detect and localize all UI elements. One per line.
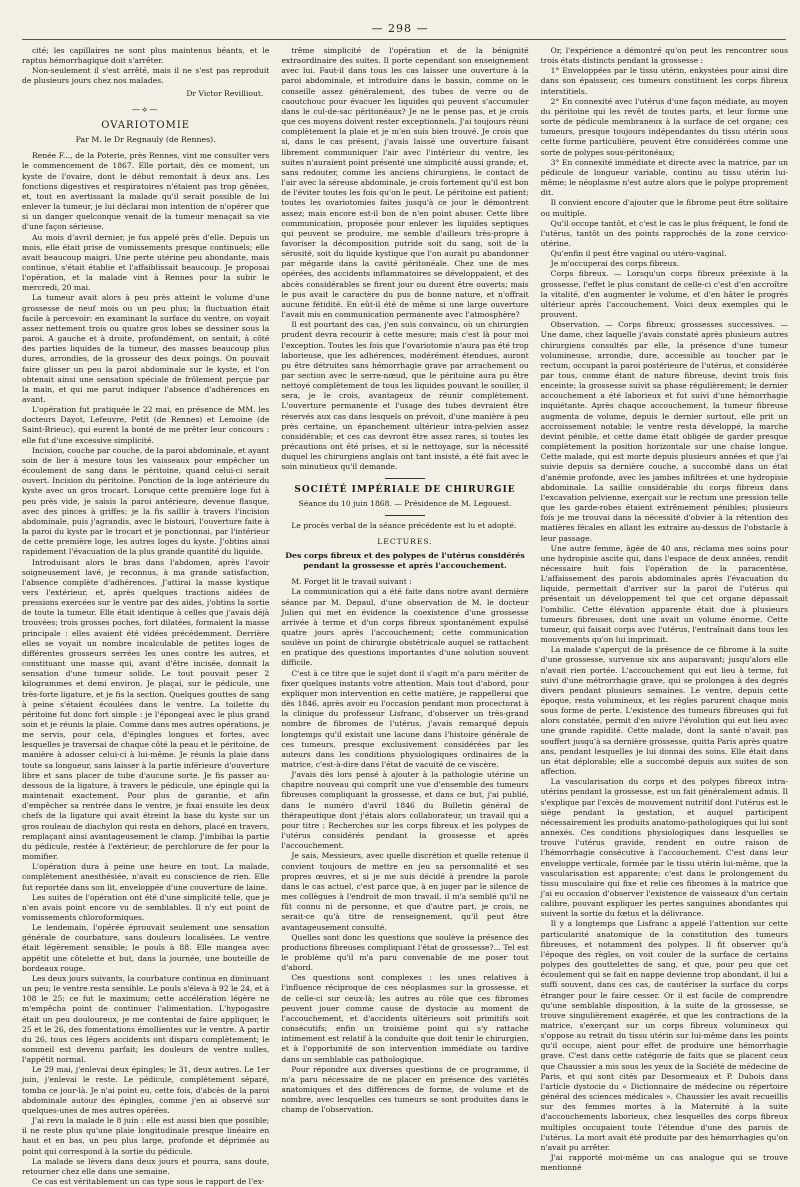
paragraph: Renée F..., de la Poterie, près Rennes, vint me consulter vers le commencement de 1867. Elle portait, dès ce moment, un kyste de l'ovaire, dont le début remontait à deux ans. Les fonctions digestives et respiratoires n'étaient pas trop gênées, et, tout en avertissant la malade qu'il serait possible de lui enlever la tumeur, je lui déclarai mon intention de n'opérer que si un danger quelconque venait de la tumeur menaçait sa vie d'une façon sérieuse. <box>22 151 270 232</box>
observation-paragraph: Observation. — Corps fibreux; grossesses successives. — Une dame, chez laquelle j'avais constaté après plusieurs autres chirurgiens consultés par elle, la présence d'une tumeur volumineuse, arrondie, dure, accessible au toucher par le rectum, occupant la paroi postérieure de l'utérus, et considérée par tous, comme étant de nature fibreuse, devint trois fois enceinte; la grossesse suivit sa phase régulièrement; le dernier accouchement a été laborieux et fut suivi d'une hémorrhagie inquiétante. Après chaque accouchement, la tumeur fibreuse augmenta de volume, depuis le dernier surtout, elle prit un accroissement notable; le ventre resta développé, la marche devint pénible, et cette dame était obligée de garder presque complètement la position horizontale sur une chaise longue. Cette malade, qui est morte depuis plusieurs années et que j'ai suivie depuis sa dernière couche, a succombé dans un état d'anémie profonde, avec les jambes infiltrées et une hydropisie abdominale. La saillie considérable du corps fibreux dans l'excavation pelvienne, exerçait sur le rectum une pression telle que les garde-robes étaient extrêmement pénibles; plusieurs fois je me trouvai dans la nécessité d'obvier à la rétention des matières fécales en allant les extraire au-dessus de l'obstacle à leur passage. <box>540 320 788 543</box>
session-line: Séance du 10 juin 1868. — Présidence de M. Legouest. <box>298 498 512 508</box>
paragraph: La malade se lèvera dans deux jours et pourra, sans doute, retourner chez elle dans une semaine. <box>22 1156 270 1176</box>
page-number: — 298 — <box>371 22 429 35</box>
paragraph: Le lendemain, l'opérée éprouvait seulement une sensation générale de courbature, sans douleurs localisées. Le ventre était légèrement sensible; le pouls à 88. Elle mangea avec appétit une côtelette et but, dans la journée, une bouteille de bordeaux rouge. <box>22 923 270 973</box>
section-divider-2 <box>385 515 425 516</box>
paragraph: J'ai rapporté moi-même un cas analogue qui se trouve mentionné <box>540 1153 788 1173</box>
paragraph: Une autre femme, âgée de 40 ans, réclama mes soins pour une hydropisie ascite qui, dans l'espace de deux années, rendit nécessaire huit fois l'opération de la paracentèse. L'affaissement des parois abdominales après l'évacuation du liquide, permettait d'arriver sur la paroi de l'utérus qui présentait un développement tel que cet organe dépassait l'ombilic. Cette élévation apparente était due à plusieurs tumeurs fibreuses, dont une avait un volume énorme. Cette tumeur, qui faisait corps avec l'utérus, l'entraînait dans tous les mouvements qu'on lui imprimait. <box>540 543 788 645</box>
paragraph: La communication qui a été faite dans notre avant dernière séance par M. Depaul, d'une observation de M. le docteur Julien qui met en évidence la coexistence d'une grossesse arrivée à terme et d'un corps fibreux spontanément expulsé quatre jours après l'accouchement; cette communication soulève un point de chirurgie obstétricale auquel se rattachent en pratique des questions importantes d'une solution souvent difficile. <box>281 587 529 668</box>
paragraph: 1° Enveloppées par le tissu utérin, enkystées pour ainsi dire dans son épaisseur, ces tumeurs constituent les corps fibreux interstitiels. <box>540 66 788 96</box>
columns <box>22 46 788 1187</box>
column-2 <box>281 46 528 1175</box>
paragraph: Il est pourtant des cas, j'en suis convaincu, où un chirurgien prudent devra recourir à cette mesure; mais c'est là pour moi l'exception. Toutes les fois que l'ovariotomie n'aura pas été trop laborieuse, que les adhérences, modérément étendues, auront pu être détruites sans hémorrhagie grave par arrachement ou par section avec le serre-nœud, que le péritoine aura pu être nettoyé complètement de tous les liquides pouvant le souiller, il sera, je le crois, avantageux de réunir complètement. L'ouverture permanente et l'usage des tubes devraient être réservés aux cas dans lesquels on prévoit, d'une manière à peu près certaine, un épanchement ultérieur intra-pelvien assez considérable; et ces cas devront être assez rares, si toutes les précautions ont été prises, et si le nettoyage, sur la nécessité duquel les chirurgiens anglais ont tant insisté, a été fait avec le soin minutieux qu'il demande. <box>281 320 529 472</box>
paragraph: Il y a longtemps que Lisfranc a appelé l'attention sur cette particularité anatomique de la constitution des tumeurs fibreuses, et notamment des polypes. Il fit observer qu'à l'époque des règles, on voit couler de la surface de certains polypes des gouttelettes de sang, et que, pour peu que cet écoulement qui se fait en nappe devienne trop abondant, il lui a suffi souvent, dans ces cas, de cautériser la surface du corps étranger pour le faire cesser. Or il est facile de comprendre qu'une semblable disposition, à la suite de la grossesse, se trouve singulièrement exagérée, et que les contractions de la matrice, s'exerçant sur un corps fibreux volumineux qui s'oppose au retrait du tissu utérin sur lui-même dans les points qu'il occupe, aient pour effet de produire une hémorrhagie grave. C'est dans cette catégorie de faits que se placent ceux que Chaussier a mis sous les yeux de la Société de médecine de Paris, et qui sont cités par Desormeaux et P. Dubois dans l'article dystocie du « Dictionnaire de médecine ou répertoire général des sciences médicales ». Chaussier les avait recueillis sur des femmes mortes à la Maternité à la suite d'accouchements laborieux, chez lesquelles des corps fibreux multiples occupaient toute l'étendue d'une des parois de l'utérus. La mort avait été produite par des hémorrhagies qu'on n'avait pu arrêter. <box>540 919 788 1152</box>
paragraph: Pour répondre aux diverses questions de ce programme, il m'a paru nécessaire de ne placer en présence des variétés anatomiques et des différences de forme, de volume et de nombre, avec lesquelles ces tumeurs se sont produites dans le champ de l'observation. <box>281 1064 529 1115</box>
paragraph: Au mois d'avril dernier, je fus appelé près d'elle. Depuis un mois, elle était prise de vomissements presque continuels; elle avait beaucoup maigri. Une perte utérine peu abondante, mais continue, s'était établie et l'affaiblissait beaucoup. Je proposai l'opération, et la malade vint à Rennes pour la subir le mercredi, 20 mai. <box>22 232 270 293</box>
paragraph: 3° En connexité immédiate et directe avec la matrice, par un pédicule de longueur variable, continu au tissu utérin lui-même; le néoplasme n'est autre alors que le polype proprement dit. <box>540 157 788 198</box>
article-body <box>22 151 269 1187</box>
paragraph: L'opération dura à peine une heure en tout. La malade, complètement anesthésiée, n'avait eu conscience de rien. Elle fut reportée dans son lit, enveloppée d'une couverture de laine. <box>22 862 270 892</box>
paragraph: trême simplicité de l'opération et de la bénignité extraordinaire des suites. Il porte cependant son enseignement avec lui. Faut-il dans tous les cas laisser une ouverture à la paroi abdominale, et introduire dans le bassin, comme on le conseille assez généralement, des tubes de verre ou de caoutchouc pour évacuer les liquides qui peuvent s'accumuler dans le cul-de-sac péritonéaux? Je ne le pense pas, et je crois que ces moyens doivent rester exceptionnels. J'ai toujours réuni complètement la plaie et je m'en suis bien trouvé. Je crois que si, dans le cas présent, j'avais laissé une ouverture faisant librement communiquer l'air avec l'intérieur du ventre, les suites n'auraient point présenté une simplicité aussi grande; et, sans redouter, comme les anciens chirurgiens, le contact de l'air avec la séreuse abdominale, je crois fortement qu'il est bon de l'éviter toutes les fois qu'on le peut. Le péritoine est patient; toutes les ovariotomies faites jusqu'à ce jour le démontrent assez; mais encore est-il bon de n'en point abuser. Cette libre communication, proposée pour enlever les liquides septiques qui peuvent se produire, me semble d'ailleurs très-propre à favoriser la décomposition putride soit du sang, soit de la sérosité, soit du liquide kystique que l'on aurait pu abandonner par mégarde dans la cavité péritonéale. Chez une de mes opérées, des accidents inflammatoires se développaient, et des abcès considérables se firent jour ou durent être ouverts; mais le pus avait le caractère du pus de bonne nature, et n'offrait aucune fétidité. En eût-il été de même si une large ouverture l'avait mis en communication permanente avec l'atmosphère? <box>281 46 529 320</box>
reading-continuation-2 <box>541 544 788 1174</box>
intro-paragraph-2: Non-seulement il s'est arrêté, mais il ne s'est pas reproduit de plusieurs jours chez nos malades. <box>22 66 270 86</box>
paragraph: Qu'enfin il peut être vaginal ou utéro-vaginal. <box>550 249 727 259</box>
ornament-divider: —⟡— <box>132 104 160 114</box>
reading-continuation <box>541 46 788 269</box>
column-3 <box>541 46 788 1175</box>
reading-title: Des corps fibreux et des polypes de l'utérus considérés pendant la grossesse et après l'accouchement. <box>285 551 525 571</box>
paragraph: L'opération fut pratiquée le 22 mai, en présence de MM. les docteurs Dayot, Lefeuvre, Petit (de Rennes) et Lemoine (de Saint-Brieuc), qui eurent la bonté de me prêter leur concours : elle fut d'une excessive simplicité. <box>22 405 270 445</box>
paragraph: C'est à ce titre que le sujet dont il s'agit m'a paru mériter de fixer quelques instants votre attention. Mais tout d'abord, pour expliquer mon intervention en cette matière, je rappellerai que dès 1846, après avoir eu l'occasion pendant mon procectorat à la clinique du professeur Lisfranc, d'observer un très-grand nombre de fibromes de l'utérus, j'avais remarqué depuis longtemps qu'il existait une lacune dans l'histoire générale de ces tumeurs, presque exclusivement considérées par les auteurs dans les conditions physiologiques ordinaires de la matrice, c'est-à-dire dans l'état de vacuité de ce viscère. <box>281 668 529 769</box>
paragraph: Je sais, Messieurs, avec quelle discrétion et quelle retenue il convient toujours de mettre en jeu sa personnalité et ses propres œuvres, et si je me suis décidé à prendre la parole dans le cas actuel, c'est parce que, à en juger par le silence de mes collègues à l'endroit de mon travail, il m'a semblé qu'il ne fût connu ni de personne, et que d'autre part, je crois, ne serait-ce qu'à titre de renseignement, qu'il peut être avantageusement consulté. <box>281 851 529 932</box>
readings-heading: LECTURES. <box>377 537 433 547</box>
article-title: OVARIOTOMIE <box>101 119 191 131</box>
paragraph: Les suites de l'opération ont été d'une simplicité telle, que je n'en avais point encore vu de semblables. Il n'y eut point de vomissements chloroformiques. <box>22 892 270 922</box>
paragraph: Qu'il occupe tantôt, et c'est le cas le plus fréquent, le fond de l'utérus, tantôt un des points rapprochés de la zone cervico-utérine. <box>540 218 788 248</box>
column-1 <box>22 46 270 1187</box>
paragraph: 2° En connexité avec l'utérus d'une façon médiate, au moyen du péritoine qui les revêt de toutes parts, et leur forme une sorte de pédicule membraneux à la surface de cet organe; ces tumeurs, presque toujours indépendantes du tissu utérin sous cette forme particulière, peuvent être considérées comme une sorte de polypes sous-péritonéaux; <box>540 96 788 157</box>
paragraph: Ces questions sont complexes : les unes relatives à l'influence réciproque de ces néoplasmes sur la grossesse, et de celle-ci sur ceux-là; les autres au rôle que ces fibromes peuvent jouer comme cause de dystocie au moment de l'accouchement, et d'accidents ultérieurs soit primitifs soit consécutifs; enfin un troisième point qui s'y rattache intimement est relatif à la conduite que doit tenir le chirurgien, et à l'opportunité de son intervention immédiate ou tardive dans un semblable cas pathologique. <box>281 973 529 1064</box>
paragraph: La tumeur avait alors à peu près atteint le volume d'une grossesse de neuf mois ou un peu plus; la fluctuation était facile à percevoir: en examinant la surface du ventre, on voyait assez nettement trois ou quatre gros lobes se dessiner sous la paroi. A gauche et à droite, profondément, on sentait, à côté des parties liquides de la tumeur, des masses beaucoup plus dures, arrondies, de la grosseur des deux poings. On pouvait faire glisser un peu la paroi abdominale sur le kyste, et l'on obtenait ainsi une sensation spéciale de frôlement perçue par la main, et qui me parut indiquer l'absence d'adhérences en avant. <box>22 293 270 404</box>
paragraph: J'ai revu la malade le 8 juin : elle est aussi bien que possible; il ne reste plus qu'une plaie longitudinale presque linéaire en haut et en bas, un peu plus large, profonde et déprimée au point qui correspond à la sortie du pédicule. <box>22 1116 270 1156</box>
paragraph: Il convient encore d'ajouter que le fibrome peut être solitaire ou multiple. <box>540 198 788 218</box>
reading-body <box>281 577 528 1115</box>
article-continuation <box>281 46 528 473</box>
paragraph: La malade s'aperçut de la présence de ce fibrome à la suite d'une grossesse, survenue six ans auparavant; jusqu'alors elle n'avait rien portée. L'accouchement qui eut lieu à terme, fut suivi d'une métrorrhagie grave, qui se prolongea à des degrés divers pendant plusieurs semaines. Le ventre, depuis cette époque, resta volumineux, et les règles parurent chaque mois sous forme de perte. L'existence des tumeurs fibreuses qui fut alors constatée, permit d'en suivre l'évolution qui eut lieu avec une grande rapidité. Cette malade, dont la santé n'avait pas souffert jusqu'à sa dernière grossesse, quitta Paris après quatre ans, pendant lesquelles je lui donnai des soins. Elle était dans un état déplorable; elle a succombé depuis aux suites de son affection. <box>540 645 788 777</box>
paragraph: Incision, couche par couche, de la paroi abdominale, et ayant soin de lier à mesure tous les vaisseaux pour empêcher un écoulement de sang dans le péritoine, quand celui-ci serait ouvert. Incision du péritoine. Ponction de la loge antérieure du kyste avec un gros trocart. Lorsque cette première loge fut à peu près vide, je saisis la paroi antérieure, devenue flasque, avec des pinces à griffes; je la fis saillir à travers l'incision abdominale, puis j'agrandis, avec le bistouri, l'ouverture faite à la paroi du kyste par le trocart et je ponctionnai, par l'intérieur de cette première loge, les autres loges du kyste. J'obtins ainsi rapidement l'évacuation de la plus grande quantité du liquide. <box>22 445 270 557</box>
paragraph: Le 29 mai, j'enlevai deux épingles; le 31, deux autres. Le 1er juin, j'enlevai le reste. Le pédicule, complètement séparé, tomba ce jour-là. Je n'ai point eu, cette fois, d'abcès de la paroi abdominale autour des épingles, comme j'en ai observé sur quelques-unes de mes autres opérées. <box>22 1065 270 1115</box>
intro-paragraph: cité; les capillaires ne sont plus maintenus béants, et le raptus hémorrhagique doit s'arrêter. <box>22 46 270 66</box>
paragraph: Je m'occuperai des corps fibreux. <box>550 259 680 269</box>
corps-fibreux-lead: Corps fibreux. — Lorsqu'un corps fibreux préexiste à la grossesse, l'effet le plus constant de celle-ci c'est d'en accroître la vitalité, d'en augmenter le volume, et d'en hâter le progrès ultérieur après l'accouchement. Voici deux exemples qui le prouvent. <box>540 269 788 320</box>
minutes-line: Le procès verbal de la séance précédente est lu et adopté. <box>291 520 517 530</box>
society-heading: SOCIÉTÉ IMPÉRIALE DE CHIRURGIE <box>294 484 516 495</box>
paragraph: Quelles sont donc les questions que soulève la présence des productions fibreuses compliquant l'état de grossesse?... Tel est le problème qu'il m'a paru convenable de me poser tout d'abord. <box>281 932 529 973</box>
paragraph: Or, l'expérience a démontré qu'on peut les rencontrer sous trois états distincts pendant la grossesse : <box>540 46 788 66</box>
paragraph: Introduisant alors le bras dans l'abdomen, après l'avoir soigneusement lavé, je reconnus, à ma grande satisfaction, l'absence complète d'adhérences. J'attirai la masse kystique vers l'extérieur, et, après quelques tractions aidées de pressions exercées sur le ventre par des aides, j'obtins la sortie de toute la tumeur. Elle était identique à celles que j'avais déjà trouvées; trois grosses poches, fort dilatées, formaient la masse principale : elles avaient été vidées précédemment. Derrière elles se voyait un nombre incalculable de petites loges de différentes grosseurs serrées les unes contre les autres, et constituant une masse qui, avant d'être incisée, donnait la sensation d'une tumeur solide. Le tout pouvait peser 2 kilogrammes et demi environ. Je plaçai, sur le pédicule, une très-forte ligature, et je fis la section. Quelques gouttes de sang à peine s'étaient écoulées dans le ventre. La toilette du péritoine fut donc fort simple : je l'épongeai avec le plus grand soin et je réunis la plaie. Comme dans mes autres opérations, je me servis, pour cela, d'épingles longues et fortes, avec lesquelles je traversai de chaque côté la peau et le péritoine, de manière à adosser celui-ci à lui-même. Je réunis la plaie dans toute sa longueur, sans laisser à la partie inférieure d'ouverture libre et sans placer de tube d'aucune sorte. Je fis passer au-dessous de la ligature, à travers le pédicule, une épingle qui la maintenait exactement. Pour plus de garantie, et afin d'empêcher sa rentrée dans le ventre, je fixai ensuite les deux chefs de la ligature qui avait étreint la base du kyste sur un gros rouleau de diachylon qui resta en dehors, placé en travers, remplaçant ainsi avantageusement le clamp. J'imbibai la partie du pédicule, restée à l'extérieur, de perchlorure de fer pour la momifier. <box>22 557 270 862</box>
paragraph: La vascularisation du corps et des polypes fibreux intra-utérins pendant la grossesse, est un fait généralement admis. Il s'explique par l'excès de mouvement nutritif dont l'utérus est le siège pendant la gestation, et auquel participent nécessairement les produits anatomo-pathologiques qui lui sont annexés. Ces conditions physiologiques dans lesquelles se trouve l'utérus gravide, rendent en outre raison de l'hémorrhagie consécutive à l'accouchement. C'est dans leur enveloppe verticale, formée par le tissu utérin lui-même, que la vascularisation est apparente; c'est dans le prolongement du tissu musculaire qui fixe et relie ces fibromes à la matrice que j'ai eu occasion d'observer l'existence de vaisseaux d'un certain calibre, pouvant expliquer les pertes sanguines abondantes qui suivent la sortie du fœtus et la délivrance. <box>540 777 788 919</box>
section-divider <box>385 478 425 479</box>
article-byline: Par M. le Dr Regnauly (de Rennes). <box>75 135 216 145</box>
paragraph: Les deux jours suivants, la courbature continua en diminuant un peu; le ventre resta sensible. Le pouls s'éleva à 92 le 24, et à 108 le 25; ce fut le maximum; cette accélération légère ne m'empêcha point de continuer l'alimentation. L'hypogastre était un peu douloureux, je me contentai de faire appliquer, le 25 et le 26, des fomentations émollientes sur le ventre. A partir du 26, tous ces légers accidents ont disparu complètement; le sommeil est devenu parfait; les douleurs de ventre nulles, l'appétit normal. <box>22 973 270 1065</box>
paragraph: J'avais dès lors pensé à ajouter à la pathologie utérine un chapitre nouveau qui comprît une vue d'ensemble des tumeurs fibreuses compliquant la grossesse, et dans ce but, j'ai publié, dans le numéro d'avril 1846 du Bulletin général de thérapeutique dont j'étais alors collaborateur, un travail qui a pour titre : Recherches sur les corps fibreux et les polypes de l'utérus considérés pendant la grossesse et après l'accouchement. <box>281 770 529 851</box>
paragraph: Ce cas est véritablement un cas type sous le rapport de l'ex- <box>32 1177 265 1187</box>
paragraph: M. Forget lit le travail suivant : <box>291 577 412 587</box>
author-signature: Dr Victor Revilliout. <box>186 88 264 98</box>
header-rule <box>22 39 786 40</box>
